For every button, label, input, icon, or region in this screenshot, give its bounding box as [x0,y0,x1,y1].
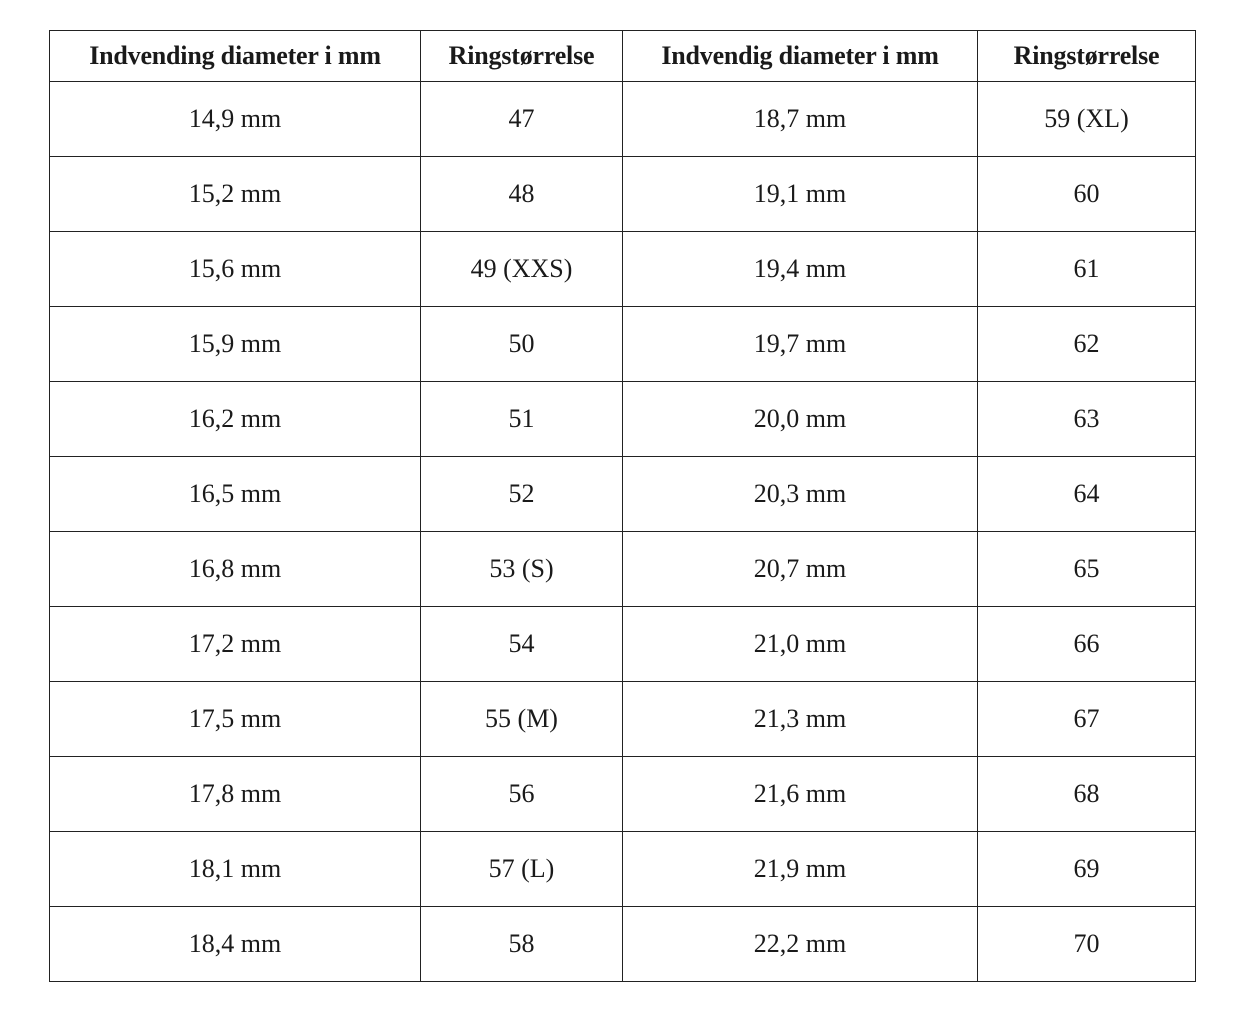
table-row [50,757,1196,832]
ring-size-cell: 69 [978,832,1196,907]
diameter-cell: 21,0 mm [623,607,978,682]
ring-size-cell: 47 [421,82,623,157]
table-row [50,232,1196,307]
diameter-cell: 16,8 mm [50,532,421,607]
ring-size-cell: 52 [421,457,623,532]
table-row [50,382,1196,457]
ring-size-cell: 68 [978,757,1196,832]
ring-size-cell: 57 (L) [421,832,623,907]
table-row [50,607,1196,682]
table-body [50,82,1196,982]
diameter-cell: 21,9 mm [623,832,978,907]
diameter-cell: 17,8 mm [50,757,421,832]
header-inner-diameter-2: Indvendig diameter i mm [623,31,978,82]
table-row [50,907,1196,982]
ring-size-cell: 51 [421,382,623,457]
ring-size-cell: 56 [421,757,623,832]
table-row [50,82,1196,157]
ring-size-cell: 67 [978,682,1196,757]
diameter-cell: 18,4 mm [50,907,421,982]
diameter-cell: 17,5 mm [50,682,421,757]
diameter-cell: 21,3 mm [623,682,978,757]
ring-size-cell: 60 [978,157,1196,232]
diameter-cell: 15,2 mm [50,157,421,232]
ring-size-cell: 61 [978,232,1196,307]
diameter-cell: 20,0 mm [623,382,978,457]
ring-size-cell: 53 (S) [421,532,623,607]
header-ring-size-1: Ringstørrelse [421,31,623,82]
diameter-cell: 16,5 mm [50,457,421,532]
ring-size-cell: 62 [978,307,1196,382]
table-row [50,532,1196,607]
diameter-cell: 19,4 mm [623,232,978,307]
ring-size-cell: 48 [421,157,623,232]
ring-size-cell: 66 [978,607,1196,682]
ring-size-cell: 70 [978,907,1196,982]
ring-size-cell: 64 [978,457,1196,532]
ring-size-cell: 58 [421,907,623,982]
ring-size-cell: 49 (XXS) [421,232,623,307]
table-row [50,157,1196,232]
ring-size-cell: 50 [421,307,623,382]
diameter-cell: 20,3 mm [623,457,978,532]
ring-size-cell: 59 (XL) [978,82,1196,157]
ring-size-cell: 65 [978,532,1196,607]
header-inner-diameter-1: Indvending diameter i mm [50,31,421,82]
diameter-cell: 15,9 mm [50,307,421,382]
table-row [50,682,1196,757]
diameter-cell: 20,7 mm [623,532,978,607]
table-row [50,832,1196,907]
header-ring-size-2: Ringstørrelse [978,31,1196,82]
diameter-cell: 19,1 mm [623,157,978,232]
table-header [50,31,1196,82]
diameter-cell: 14,9 mm [50,82,421,157]
diameter-cell: 15,6 mm [50,232,421,307]
diameter-cell: 22,2 mm [623,907,978,982]
diameter-cell: 18,7 mm [623,82,978,157]
ring-size-cell: 63 [978,382,1196,457]
ring-size-table [49,30,1196,982]
table-row [50,307,1196,382]
diameter-cell: 18,1 mm [50,832,421,907]
diameter-cell: 16,2 mm [50,382,421,457]
header-row [50,31,1196,82]
diameter-cell: 21,6 mm [623,757,978,832]
diameter-cell: 19,7 mm [623,307,978,382]
diameter-cell: 17,2 mm [50,607,421,682]
ring-size-cell: 55 (M) [421,682,623,757]
ring-size-cell: 54 [421,607,623,682]
table-row [50,457,1196,532]
